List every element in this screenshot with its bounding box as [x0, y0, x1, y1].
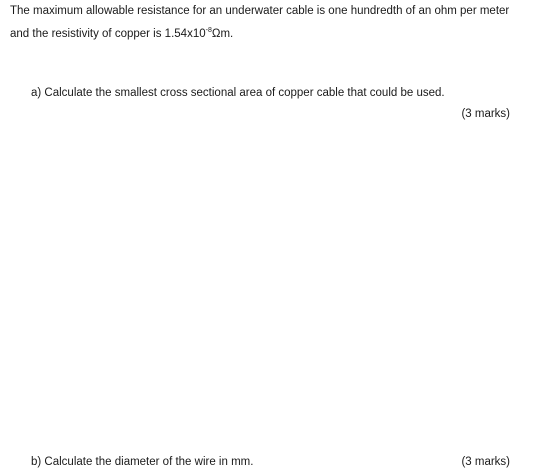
question-a-text: a) Calculate the smallest cross sectional area of copper cable that could be used. — [31, 87, 445, 99]
resistivity-unit: Ωm. — [211, 28, 234, 40]
intro-text-line-2 — [10, 28, 233, 40]
question-b-text: b) Calculate the diameter of the wire in mm. — [31, 456, 254, 468]
resistivity-exponent: -8 — [205, 27, 212, 35]
question-a-marks: (3 marks) — [461, 108, 510, 120]
intro-text-line-1: The maximum allowable resistance for an underwater cable is one hundredth of an ohm per meter — [10, 5, 510, 17]
question-b-marks: (3 marks) — [461, 456, 510, 468]
resistivity-prefix: and the resistivity of copper is 1.54x10 — [10, 28, 206, 40]
